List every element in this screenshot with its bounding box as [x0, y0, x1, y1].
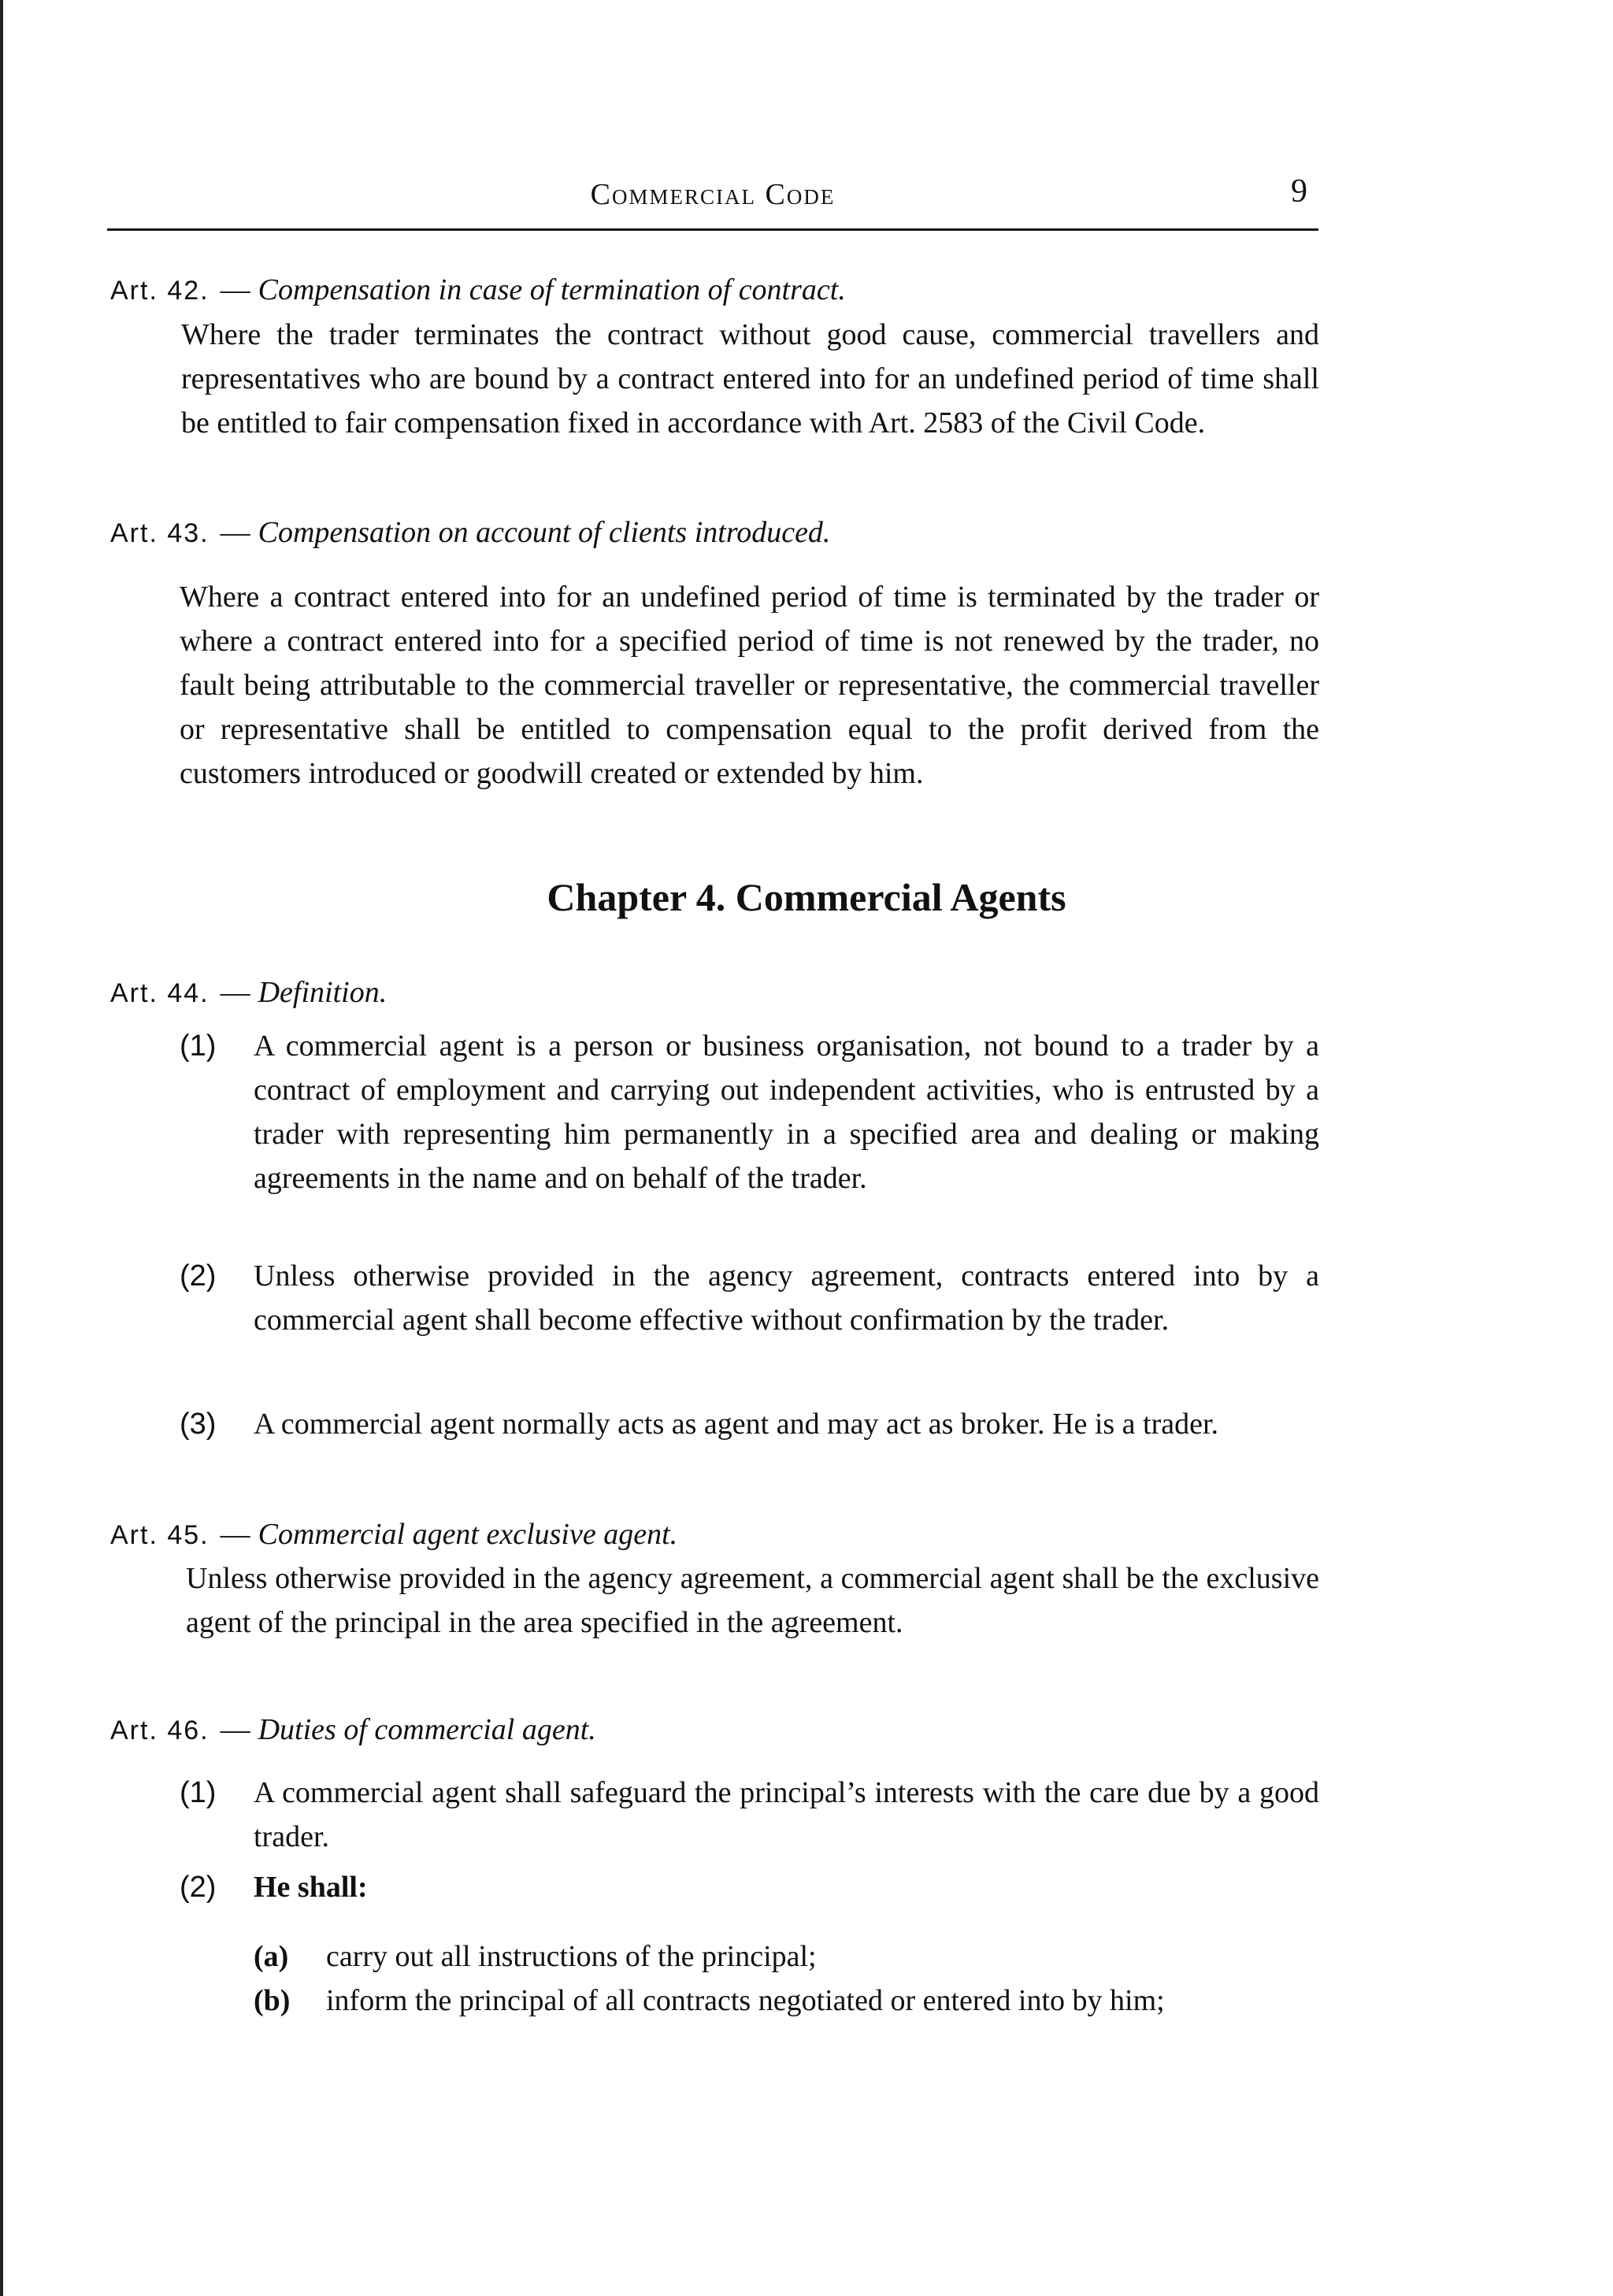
article-title: Compensation on account of clients introduced.	[258, 516, 831, 549]
em-dash: —	[220, 1518, 250, 1551]
item-label: (b)	[254, 1984, 291, 2017]
article-title: Commercial agent exclusive agent.	[258, 1518, 678, 1551]
article-heading	[110, 268, 1319, 313]
article-42	[110, 268, 1319, 445]
article-text: Unless otherwise provided in the agency agreement, a commercial agent shall be the exclusive agent of the principal in the area specified in the agreement.	[186, 1562, 1319, 1639]
running-header	[110, 169, 1315, 224]
article-number: Art. 42.	[110, 276, 210, 306]
paragraph-label: (1)	[180, 1029, 217, 1063]
article-text: Where a contract entered into for an undefined period of time is terminated by the trader or where a contract entered into for a specified period of time is not renewed by the trader, no fault being attributable to the commercial traveller or representative, the commercial traveller or representative shall be entitled to compensation equal to the profit derived from the customers introduced or goodwill created or extended by him.	[180, 580, 1319, 790]
paragraph-text: A commercial agent shall safeguard the principal’s interests with the care due by a good trader.	[254, 1776, 1319, 1853]
paragraph-text: A commercial agent normally acts as agent and may act as broker. He is a trader.	[254, 1408, 1219, 1441]
article-43	[110, 510, 1319, 555]
em-dash: —	[220, 516, 250, 549]
article-heading	[110, 510, 1319, 555]
paragraph-label: (1)	[180, 1776, 217, 1809]
item-text: carry out all instructions of the principal;	[326, 1940, 817, 1973]
page-edge	[0, 0, 3, 2296]
em-dash: —	[220, 1713, 250, 1746]
item-text: inform the principal of all contracts negotiated or entered into by him;	[326, 1984, 1165, 2017]
chapter-heading: Chapter 4. Commercial Agents	[547, 875, 1066, 919]
header-rule	[107, 228, 1318, 231]
article-number: Art. 45.	[110, 1520, 210, 1550]
article-heading	[110, 1708, 1319, 1753]
paragraph-label: (2)	[180, 1871, 217, 1904]
em-dash: —	[220, 976, 250, 1009]
article-title: Definition.	[258, 976, 387, 1009]
article-heading	[110, 970, 1319, 1015]
paragraph-text: Unless otherwise provided in the agency agreement, contracts entered into by a commercial agent shall become effective without confirmation by the trader.	[254, 1259, 1319, 1337]
article-45	[110, 1512, 1319, 1557]
article-number: Art. 44.	[110, 978, 210, 1008]
article-44	[110, 970, 1319, 1015]
article-text: Where the trader terminates the contract without good cause, commercial travellers and representatives who are bound by a contract entered into for an undefined period of time shall be entitled to fair compensation fixed in accordance with Art. 2583 of the Civil Code.	[181, 318, 1319, 440]
paragraph-label: (3)	[180, 1408, 217, 1441]
page-number: 9	[1291, 173, 1307, 210]
paragraph-text: He shall:	[254, 1871, 368, 1904]
article-title: Duties of commercial agent.	[258, 1713, 596, 1746]
article-title: Compensation in case of termination of contract.	[258, 273, 846, 306]
em-dash: —	[220, 273, 250, 306]
article-heading	[110, 1512, 1319, 1557]
article-number: Art. 46.	[110, 1716, 210, 1745]
article-46	[110, 1708, 1319, 1753]
running-title: Commercial Code	[590, 178, 836, 211]
item-label: (a)	[254, 1940, 289, 1973]
paragraph-label: (2)	[180, 1259, 217, 1293]
article-number: Art. 43.	[110, 518, 210, 548]
paragraph-text: A commercial agent is a person or business organisation, not bound to a trader by a contract of employment and carrying out independent activities, who is entrusted by a trader with representing him permanently in a specified area and dealing or making agreements in the name and on behalf of the trader.	[254, 1029, 1319, 1195]
